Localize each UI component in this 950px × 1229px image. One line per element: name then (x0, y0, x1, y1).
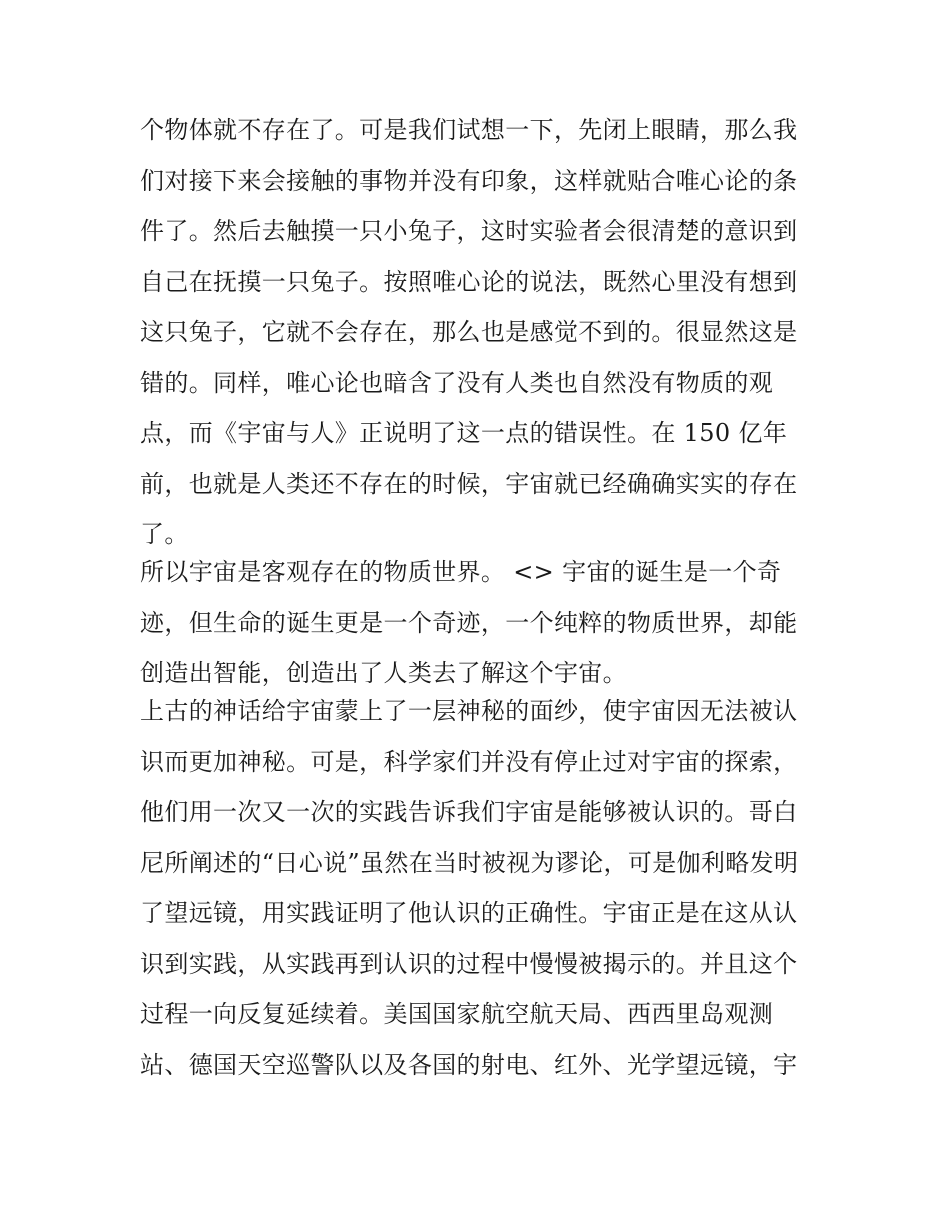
text-line: 件了。然后去触摸一只小兔子，这时实验者会很清楚的意识到 (140, 217, 798, 245)
text-line: 这只兔子，它就不会存在，那么也是感觉不到的。很显然这是 (140, 318, 798, 346)
text-line: 他们用一次又一次的实践告诉我们宇宙是能够被认识的。哥白 (140, 798, 798, 826)
body-text (140, 111, 815, 1096)
text-line: 尼所阐述的“日心说”虽然在当时被视为谬论，可是伽利略发明 (140, 848, 799, 877)
text-line: 识到实践，从实践再到认识的过程中慢慢被揭示的。并且这个 (140, 949, 798, 978)
text-line: 了望远镜，用实践证明了他认识的正确性。宇宙正是在这从认 (140, 899, 798, 927)
text-line: 上古的神话给宇宙蒙上了一层神秘的面纱，使宇宙因无法被认 (140, 697, 798, 725)
text-line: 识而更加神秘。可是，科学家们并没有停止过对宇宙的探索， (140, 747, 798, 776)
text-line: 们对接下来会接触的事物并没有印象，这样就贴合唯心论的条 (140, 166, 798, 195)
text-line: 个物体就不存在了。可是我们试想一下，先闭上眼睛，那么我 (140, 116, 798, 144)
text-line: 点，而《宇宙与人》正说明了这一点的错误性。在 150 亿年 (140, 419, 788, 447)
text-line: 所以宇宙是客观存在的物质世界。 <> 宇宙的诞生是一个奇 (140, 558, 782, 586)
text-line: 了。 (140, 520, 189, 548)
text-line: 过程一向反复延续着。美国国家航空航天局、西西里岛观测 (140, 1000, 774, 1028)
text-line: 迹，但生命的诞生更是一个奇迹，一个纯粹的物质世界，却能 (140, 608, 798, 637)
text-line: 前，也就是人类还不存在的时候，宇宙就已经确确实实的存在 (140, 469, 798, 498)
text-line: 创造出智能，创造出了人类去了解这个宇宙。 (140, 659, 627, 687)
text-line: 错的。同样，唯心论也暗含了没有人类也自然没有物质的观 (140, 368, 774, 397)
text-line: 站、德国天空巡警队以及各国的射电、红外、光学望远镜，宇 (140, 1050, 798, 1079)
text-line: 自己在抚摸一只兔子。按照唯心论的说法，既然心里没有想到 (140, 267, 798, 296)
